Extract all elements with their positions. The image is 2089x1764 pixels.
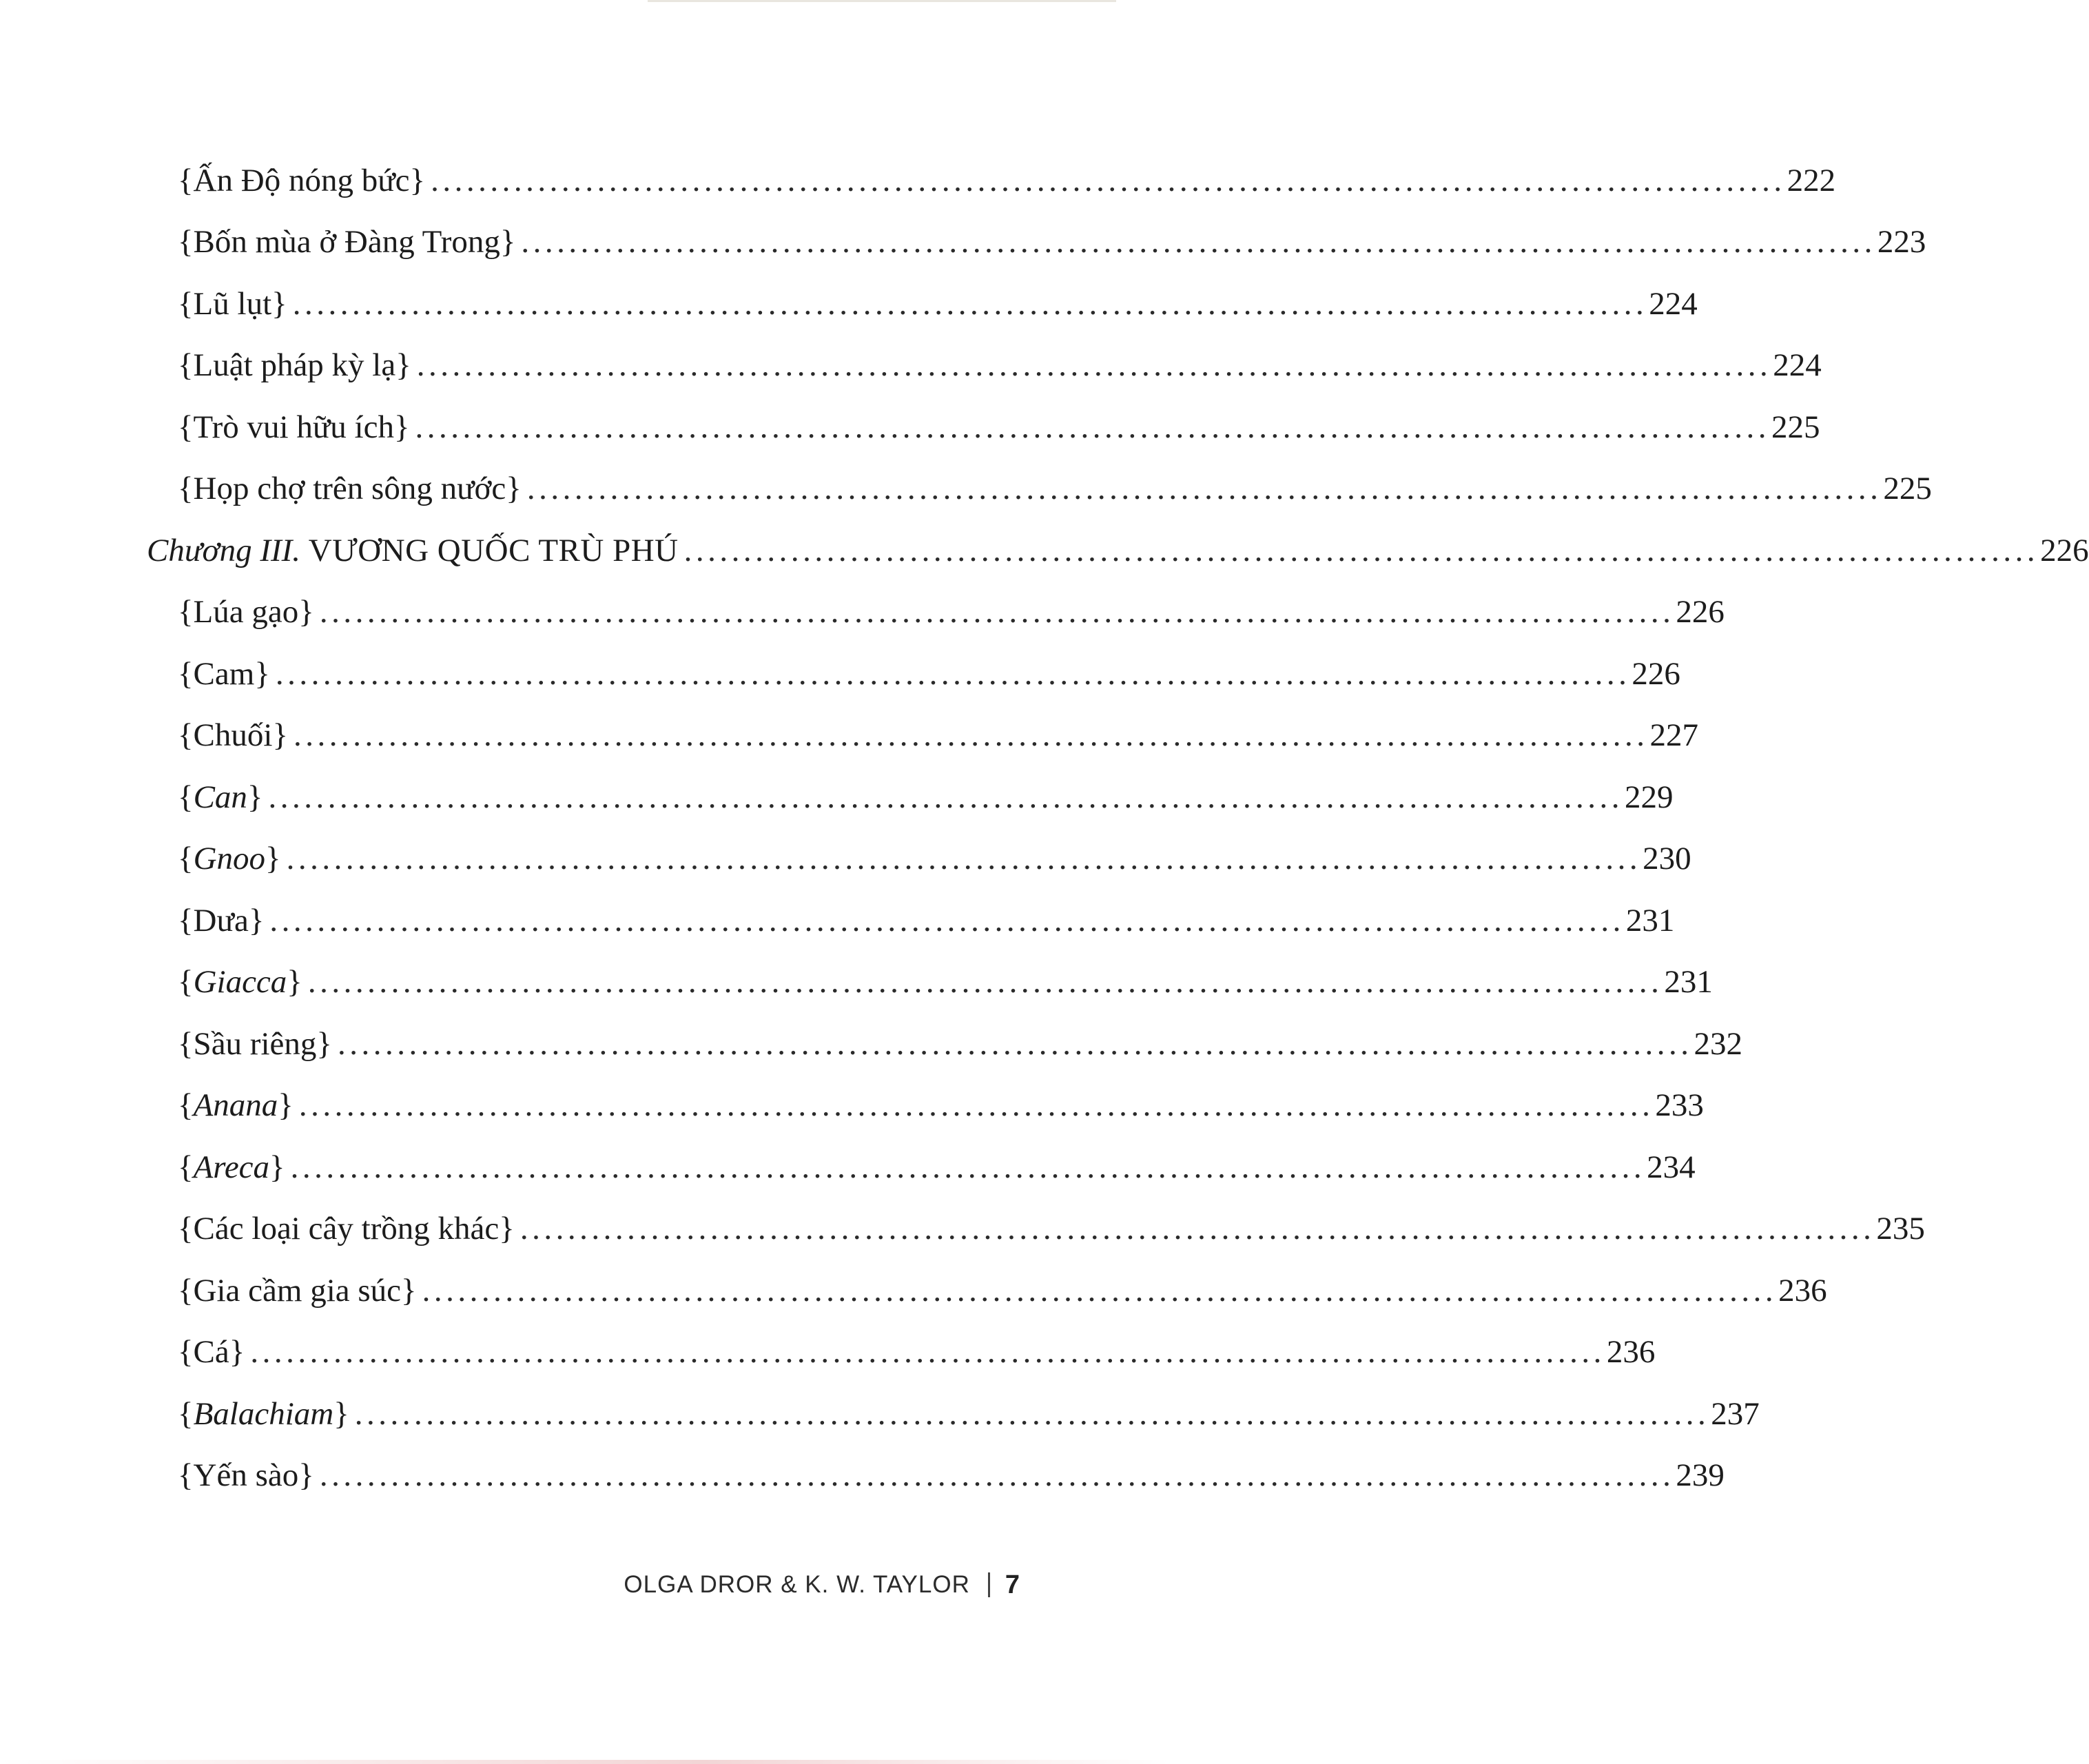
toc-entry-label: {Areca} [178,1149,285,1185]
toc-entry-page: 239 [1676,1457,1725,1493]
toc-entry-page: 224 [1773,347,1822,383]
toc-entry [178,711,1699,759]
top-edge-strip [648,0,1116,2]
toc-entry [178,280,1698,328]
toc-entry-label: {Ấn Độ nóng bức} [178,163,426,198]
dot-leader: .................................................................................................................. [354,1396,1710,1432]
italic-term: Gnoo [193,841,266,876]
italic-term: Balachiam [193,1396,334,1432]
toc-entry-label: {Luật pháp kỳ lạ} [178,347,411,383]
toc-entry-label: {Sầu riêng} [178,1026,332,1062]
toc-entry-label: {Lúa gạo} [178,594,314,630]
toc-entry-page: 235 [1876,1211,1925,1247]
toc-entry [178,218,1926,266]
toc-entry [178,1266,1827,1315]
dot-leader: .................................................................................................................. [319,1457,1675,1493]
dot-leader: .................................................................................................................. [416,347,1772,383]
bottom-edge-strip [0,1760,1170,1764]
toc-entry-page: 222 [1787,163,1836,198]
toc-entry-label: {Cam} [178,656,270,692]
toc-entry [178,773,1674,821]
toc-entry-label: {Can} [178,779,263,815]
dot-leader: .................................................................................................................. [298,1087,1654,1123]
toc-entry [178,1390,1760,1438]
toc-entry [178,464,1932,513]
footer-divider [988,1572,990,1597]
dot-leader: .................................................................................................................. [431,163,1786,198]
toc-entry-page: 225 [1883,471,1932,506]
page-number: 7 [1005,1570,1020,1599]
toc-entry-page: 231 [1664,964,1713,1000]
toc-entry-label: {Gnoo} [178,841,281,876]
toc-chapter-heading [147,526,2089,575]
toc-entry [178,1451,1725,1499]
dot-leader: .................................................................................................................. [292,286,1648,322]
toc-entry-label: {Bốn mùa ở Đàng Trong} [178,224,516,260]
italic-term: Anana [193,1087,278,1123]
dot-leader: .................................................................................................................. [307,964,1663,1000]
toc-entry [178,403,1820,451]
toc-entry [178,958,1713,1006]
footer-authors: OLGA DROR & K. W. TAYLOR [624,1571,970,1598]
toc-entry [178,896,1675,945]
toc-entry-label: {Các loại cây trồng khác} [178,1211,515,1247]
dot-leader: .................................................................................................................. [275,656,1631,692]
toc-entry [178,1081,1704,1129]
dot-leader: .................................................................................................................. [415,409,1771,445]
toc-entry-page: 233 [1655,1087,1704,1123]
dot-leader: .................................................................................................................. [290,1149,1646,1185]
toc-chapter-label [147,526,679,575]
page-footer [606,1564,1020,1606]
chapter-title: VƯƠNG QUỐC TRÙ PHÚ [308,533,679,568]
toc-entry [178,588,1725,636]
italic-term: Can [193,779,247,815]
toc-entry-page: 230 [1643,841,1691,876]
dot-leader: .................................................................................................................. [269,903,1625,939]
toc-entry-label: {Cá} [178,1334,245,1370]
toc-entry-label: {Anana} [178,1087,294,1123]
dot-leader: .................................................................................................................. [294,717,1649,753]
toc-entry [178,1204,1925,1253]
dot-leader: .................................................................................................................. [337,1026,1693,1062]
dot-leader: .................................................................................................................. [286,841,1642,876]
toc-entry [178,834,1691,883]
toc-entry-page: 236 [1778,1273,1827,1309]
dot-leader: .................................................................................................................. [526,471,1882,506]
italic-term: Areca [193,1149,270,1185]
toc-entry-label: {Dưa} [178,903,265,939]
dot-leader: .................................................................................................................. [519,1211,1875,1247]
dot-leader: .................................................................................................................. [268,779,1623,815]
toc-entry-label: {Yến sào} [178,1457,314,1493]
toc-entry-label: {Giacca} [178,964,302,1000]
dot-leader: .................................................................................................................. [250,1334,1605,1370]
toc-entry-page: 226 [1632,656,1680,692]
toc-entry-page: 225 [1771,409,1820,445]
toc-entry-page: 227 [1649,717,1699,753]
toc-entry-page: 229 [1624,779,1674,815]
toc-entry-label: {Balachiam} [178,1396,349,1432]
toc-entry [178,156,1836,205]
toc-entry [178,1143,1696,1191]
toc-entry-page: 234 [1647,1149,1696,1185]
toc-entry-page: 237 [1711,1396,1760,1432]
toc-entry-page: 223 [1877,224,1926,260]
toc-entry-page: 224 [1649,286,1698,322]
chapter-number: Chương III. [147,533,301,568]
dot-leader: .................................................................................................................. [319,594,1675,630]
italic-term: Giacca [193,964,287,1000]
toc-entry-page: 236 [1606,1334,1656,1370]
dot-leader: .................................................................................................................. [422,1273,1778,1309]
dot-leader: .................................................................................................................. [521,224,1876,260]
toc-entry-label: {Lũ lụt} [178,286,287,322]
toc-entry-label: {Trò vui hữu ích} [178,409,410,445]
toc-entry [178,1020,1742,1068]
toc-entry-label: {Gia cầm gia súc} [178,1273,417,1309]
toc-entry-label: {Họp chợ trên sông nước} [178,471,522,506]
toc-entry [178,341,1822,389]
toc-entry [178,1328,1656,1376]
toc-entry-label: {Chuối} [178,717,289,753]
toc-entry-page: 232 [1694,1026,1742,1062]
toc-entry-page: 226 [2040,533,2089,568]
toc-entry [178,650,1680,698]
dot-leader: .................................................................................................................. [683,533,2039,568]
toc-entry-page: 231 [1625,903,1675,939]
toc-entry-page: 226 [1676,594,1725,630]
